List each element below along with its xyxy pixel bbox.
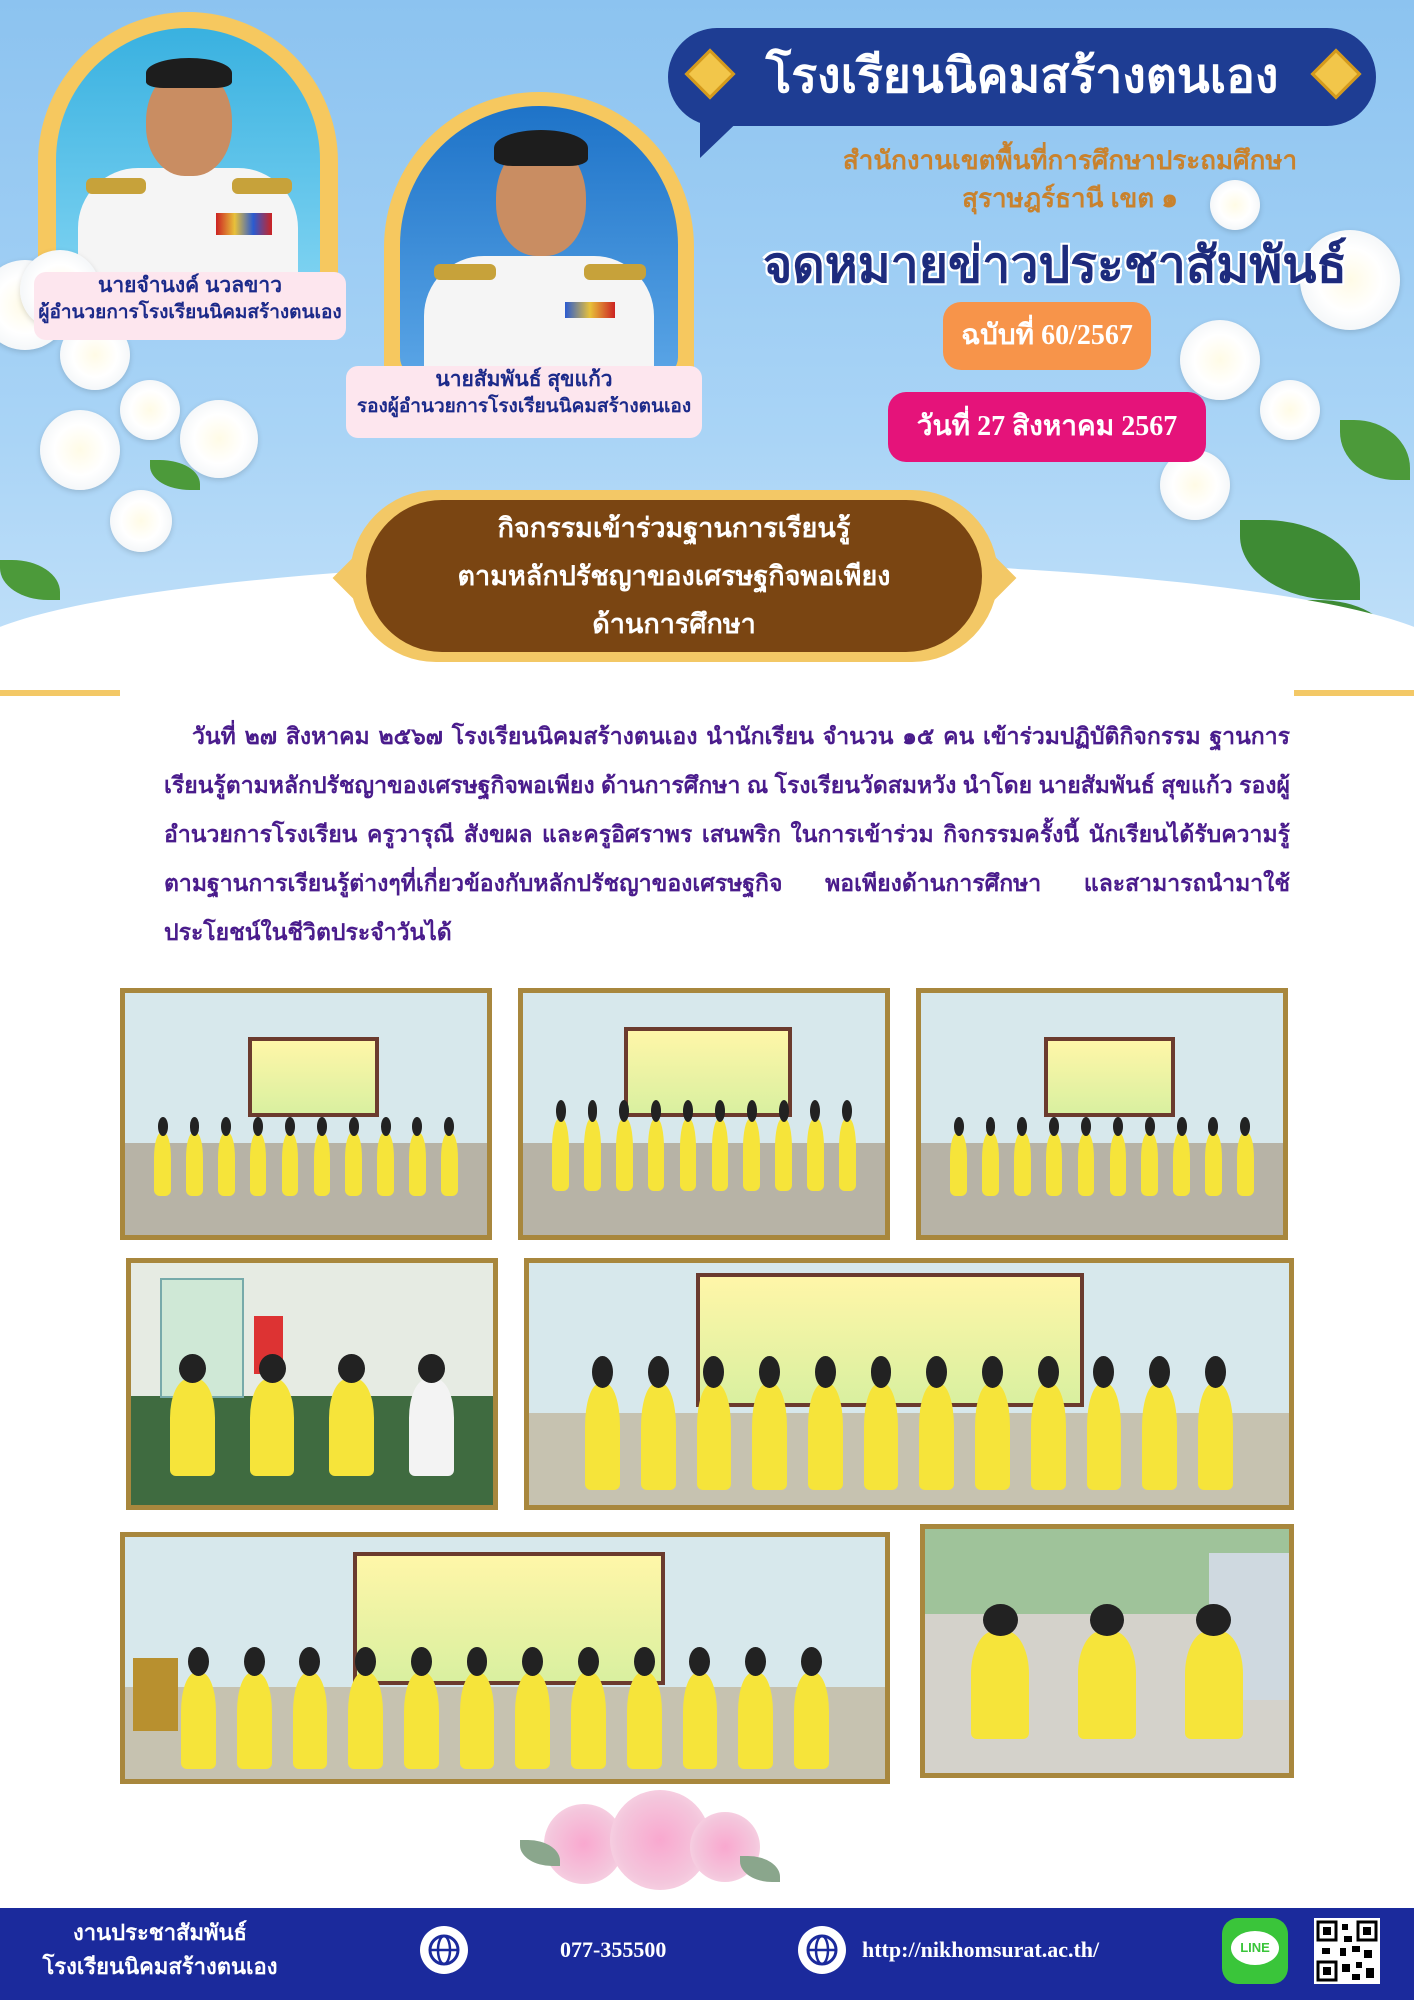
deputy-name-card [346,366,702,438]
deputy-name: นายสัมพันธ์ สุขแก้ว [435,368,613,391]
jasmine-flower-icon [40,410,120,490]
activity-photo-4 [126,1258,498,1510]
director-name-card [34,272,346,340]
activity-photo-1 [120,988,492,1240]
activity-title-line-1: กิจกรรมเข้าร่วมฐานการเรียนรู้ [497,513,851,543]
hair [494,130,588,166]
footer-unit-line-1: งานประชาสัมพันธ์ [73,1920,247,1945]
jasmine-flower-icon [1260,380,1320,440]
activity-title-line-3: ด้านการศึกษา [592,609,756,639]
footer-unit [40,1916,280,1984]
activity-title-line-2: ตามหลักปรัชญาของเศรษฐกิจพอเพียง [457,561,891,591]
line-label: LINE [1240,1940,1270,1955]
newsletter-title: จดหมายข่าวประชาสัมพันธ์ [763,237,1347,293]
school-name: โรงเรียนนิคมสร้างตนเอง [765,50,1279,103]
line-icon[interactable] [1222,1918,1288,1984]
jasmine-flower-icon [180,400,258,478]
medal-ribbons [216,213,272,235]
portrait-photo-deputy [400,106,678,376]
activity-photo-6 [120,1532,890,1784]
epaulette [86,178,146,194]
director-position: ผู้อำนวยการโรงเรียนนิคมสร้างตนเอง [38,302,342,323]
footer-website-link[interactable]: http://nikhomsurat.ac.th/ [862,1937,1100,1962]
director-name: นายจำนงค์ นวลขาว [98,274,282,297]
activity-photo-3 [916,988,1288,1240]
leaf-icon [740,1856,780,1882]
jasmine-flower-icon [1180,320,1260,400]
epaulette [584,264,646,280]
gold-divider [1294,690,1414,696]
office-line-1: สำนักงานเขตพื้นที่การศึกษาประถมศึกษา [842,145,1298,175]
activity-photo-2 [518,988,890,1240]
footer-unit-line-2: โรงเรียนนิคมสร้างตนเอง [42,1954,278,1979]
news-body: วันที่ ๒๗ สิงหาคม ๒๕๖๗ โรงเรียนนิคมสร้างตนเอง นำนักเรียน จำนวน ๑๕ คน เข้าร่วมปฏิบัติกิจกรรม ฐานการเรียนรู้ตามหลักปรัชญาของเศรษฐกิจพอเพียง ด้านการศึกษา ณ โรงเรียนวัดสมหวัง นำโดย นายสัมพันธ์ สุขแก้ว รองผู้อำนวยการโรงเรียน ครูวารุณี สังขผล และครูอิศราพร เสนพริก ในการเข้าร่วม กิจกรรมครั้งนี้ นักเรียนได้รับความรู้ตามฐานการเรียนรู้ต่างๆที่เกี่ยวข้องกับหลักปรัชญาของเศรษฐกิจ พอเพียงด้านการศึกษา และสามารถนำมาใช้ประโยชน์ในชีวิตประจำวันได้ [164,723,1290,945]
globe-icon [420,1926,468,1974]
activity-photo-5 [524,1258,1294,1510]
deputy-position: รองผู้อำนวยการโรงเรียนนิคมสร้างตนเอง [356,396,692,417]
medal-ribbons [565,302,615,318]
footer-phone: 077-355500 [560,1937,667,1962]
jasmine-flower-icon [120,380,180,440]
hair [146,58,232,88]
epaulette [434,264,496,280]
jasmine-flower-icon [110,490,172,552]
gold-divider [0,690,120,696]
activity-title [366,500,982,648]
epaulette [232,178,292,194]
date-badge: วันที่ 27 สิงหาคม 2567 [888,392,1206,462]
issue-badge: ฉบับที่ 60/2567 [943,302,1151,370]
office-line-2: สุราษฎร์ธานี เขต ๑ [962,183,1178,213]
portrait-photo-director [56,28,320,288]
globe-icon [798,1926,846,1974]
qr-code-icon [1314,1918,1380,1984]
activity-photo-7 [920,1524,1294,1778]
